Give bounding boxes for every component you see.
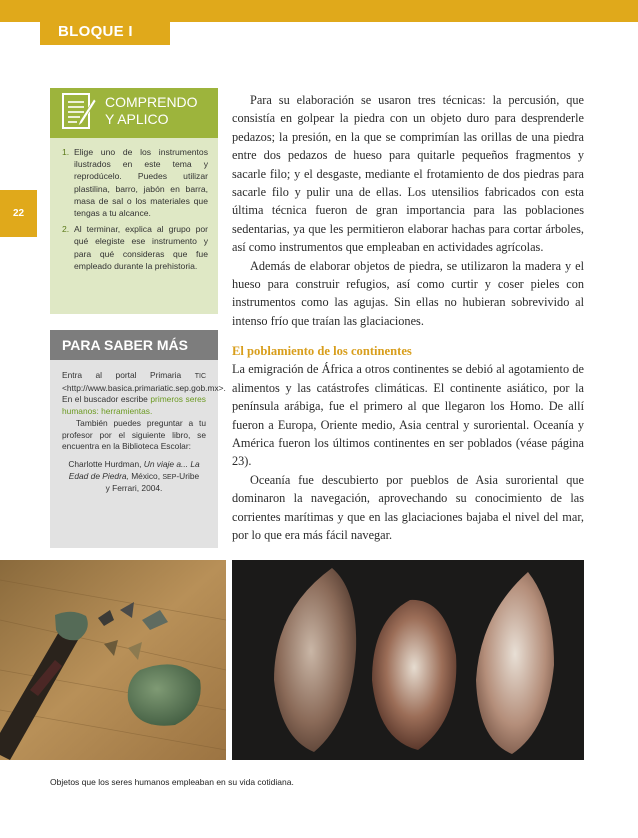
paragraph-materials: Además de elaborar objetos de piedra, se utilizaron la madera y el hueso para construir refugios, así como curtir y coser pieles con instrumentos como las agujas. Sin ellas no hubieran sobrevivido al intenso frío que traían las glaciaciones.	[232, 258, 584, 328]
portal-url[interactable]: <http://www.basica.primariatic.sep.gob.mx>. En el buscador escribe	[62, 382, 226, 405]
paragraph-emigration: La emigración de África a otros continentes se debió al agotamiento de alimentos y las catástrofes climáticas. El continente asiático, por la península arábiga, fue el primero al que llegaron los Homo. De allí fueron a Europa, Oriente medio, Asia central y suroriental. Oceanía y América fueron los últimos continentes en ser poblados (véase página 23).	[232, 362, 584, 469]
book-publisher-rest: -Uribe y Ferrari, 2004.	[105, 470, 200, 494]
comprendo-title-line1: COMPRENDO	[105, 94, 198, 110]
book-reference	[62, 459, 206, 495]
book-author: Charlotte Hurdman,	[68, 458, 142, 469]
saber-paragraph-portal	[62, 370, 226, 418]
book-title: Un viaje a... La Edad de Piedra,	[68, 458, 200, 481]
paragraph-oceania: Oceanía fue descubierto por pueblos de Asia suroriental que dominaron la navegación, aprovechando su conocimiento de las corrientes marítimas y que en las glaciaciones bajaba el nivel del mar, por lo que era más fácil navegar.	[232, 472, 584, 542]
activity-item	[62, 223, 208, 272]
portal-text: Entra al portal Primaria	[62, 370, 182, 380]
photo-hand-axes	[232, 560, 584, 760]
photo-caption: Objetos que los seres humanos empleaban en su vida cotidiana.	[50, 777, 294, 787]
stone-tools-illustration	[0, 560, 226, 760]
para-saber-mas-box	[50, 330, 226, 548]
main-text-column	[232, 91, 584, 544]
activity-text: Elige uno de los instrumentos ilustrados en este tema y reprodúcelo. Puedes utilizar plastilina, barro, jabón en barra, masa de sal o los materiales que tengas a tu alcance.	[74, 147, 208, 219]
photo-stone-tools-on-wood	[0, 560, 226, 760]
book-city: México,	[131, 470, 161, 481]
section-heading: El poblamiento de los continentes	[232, 344, 412, 359]
saber-paragraph-library: También puedes preguntar a tu profesor por el siguiente libro, se encuentra en la Biblioteca Escolar:	[62, 417, 206, 452]
paragraph-techniques: Para su elaboración se usaron tres técnicas: la percusión, que consistía en golpear la piedra con un objeto duro para desprenderle pedazos; la presión, en la que se comprimían las orillas de una piedra entre dos pedazos de hueso para quitarle pequeños fragmentos y sacarle filo; y el desgaste, mediante el frotamiento de dos piedras para sacarle filo y pulir una de ellas. Los utensilios fabricados con esta última técnica fueron de gran importancia para las poblaciones sedentarias, ya que les permitieron elaborar hachas para cortar árboles, así como instrumentos que empleaban en actividades agrícolas.	[232, 93, 584, 255]
book-publisher-sep: SEP	[162, 473, 177, 481]
search-terms: primeros seres humanos: herramientas.	[62, 394, 206, 417]
comprendo-header	[50, 88, 218, 138]
comprendo-box	[50, 88, 218, 314]
hand-axes-illustration	[232, 560, 584, 760]
activity-list	[50, 138, 218, 272]
page-number: 22	[0, 190, 37, 237]
block-label: BLOQUE I	[40, 18, 170, 45]
saber-title: PARA SABER MÁS	[50, 330, 218, 360]
saber-body	[50, 360, 226, 495]
tic-label: TIC	[194, 373, 206, 380]
activity-number: 1.	[62, 147, 70, 157]
notepad-pencil-icon	[60, 91, 98, 133]
comprendo-title	[105, 94, 215, 128]
activity-number: 2.	[62, 224, 70, 235]
comprendo-title-line2: Y APLICO	[105, 111, 169, 127]
activity-item	[62, 146, 208, 219]
activity-text: Al terminar, explica al grupo por qué elegiste ese instrumento y para qué consideras que fue empleado durante la prehistoria.	[74, 224, 208, 271]
